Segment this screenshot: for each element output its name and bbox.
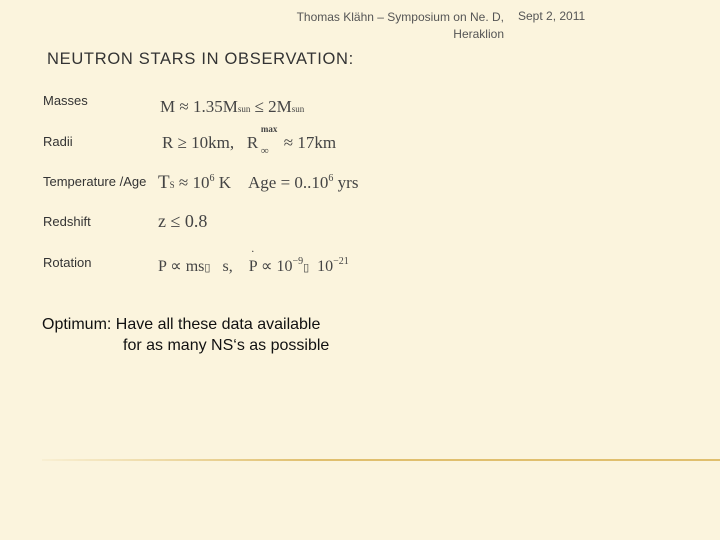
- formula-rot-dot: ·: [250, 244, 255, 258]
- formula-age-part1: Age = 0..10: [248, 173, 329, 192]
- header-date: Sept 2, 2011: [518, 9, 586, 23]
- formula-temperature-age: [158, 172, 358, 194]
- formula-radii-part1: R ≥ 10km,: [162, 133, 235, 152]
- label-redshift: Redshift: [43, 214, 91, 229]
- header-author-line: Thomas Klähn – Symposium on Ne. D,: [296, 10, 504, 24]
- formula-masses-sub1: sun: [237, 104, 251, 114]
- formula-temp-t: T: [158, 172, 170, 193]
- optimum-line2: for as many NS‘s as possible: [123, 337, 330, 354]
- footer-divider: [42, 459, 720, 461]
- formula-redshift: z ≤ 0.8: [158, 211, 208, 231]
- slide-title: NEUTRON STARS IN OBSERVATION:: [47, 50, 354, 68]
- label-temperature-age: Temperature /Age: [43, 174, 147, 189]
- label-rotation: Rotation: [43, 255, 92, 270]
- formula-age-sup: 6: [328, 173, 334, 184]
- formula-radii-r: R: [246, 133, 259, 152]
- formula-radii-part2: ≈ 17km: [283, 133, 337, 152]
- formula-temp-sub: S: [169, 180, 175, 190]
- formula-rot-part2: s,: [218, 258, 233, 275]
- formula-masses: [160, 97, 304, 117]
- label-radii: Radii: [43, 134, 73, 149]
- formula-radii: [162, 124, 337, 157]
- formula-temp-part1: ≈ 10: [174, 173, 210, 192]
- presentation-header: [280, 9, 504, 43]
- formula-rot-part4: 10: [313, 258, 334, 275]
- formula-rot-glyph2: ▯: [303, 262, 310, 274]
- formula-radii-inf: ∞: [260, 145, 269, 157]
- formula-temp-sup1: 6: [209, 173, 215, 184]
- formula-rot-pdot: [248, 244, 293, 276]
- label-masses: Masses: [43, 93, 88, 108]
- formula-temp-unit: K: [214, 173, 231, 192]
- formula-rot-sup1: −9: [292, 256, 304, 267]
- formula-rot-part3: P ∝ 10: [248, 258, 293, 275]
- formula-rot-glyph1: ▯: [204, 262, 211, 274]
- formula-radii-max: max: [260, 124, 278, 134]
- formula-masses-sub2: sun: [291, 104, 305, 114]
- formula-masses-part1: M ≈ 1.35M: [160, 97, 238, 116]
- formula-rotation: [158, 244, 349, 276]
- formula-radii-rmax: [246, 124, 278, 157]
- optimum-statement: [42, 314, 329, 356]
- formula-masses-part2: ≤ 2M: [250, 97, 292, 116]
- formula-rot-part1: P ∝ ms: [158, 258, 205, 275]
- optimum-line1: Optimum: Have all these data available: [42, 316, 321, 333]
- header-location: Heraklion: [453, 27, 504, 41]
- formula-age-unit: yrs: [333, 173, 359, 192]
- formula-rot-sup2: −21: [333, 256, 349, 267]
